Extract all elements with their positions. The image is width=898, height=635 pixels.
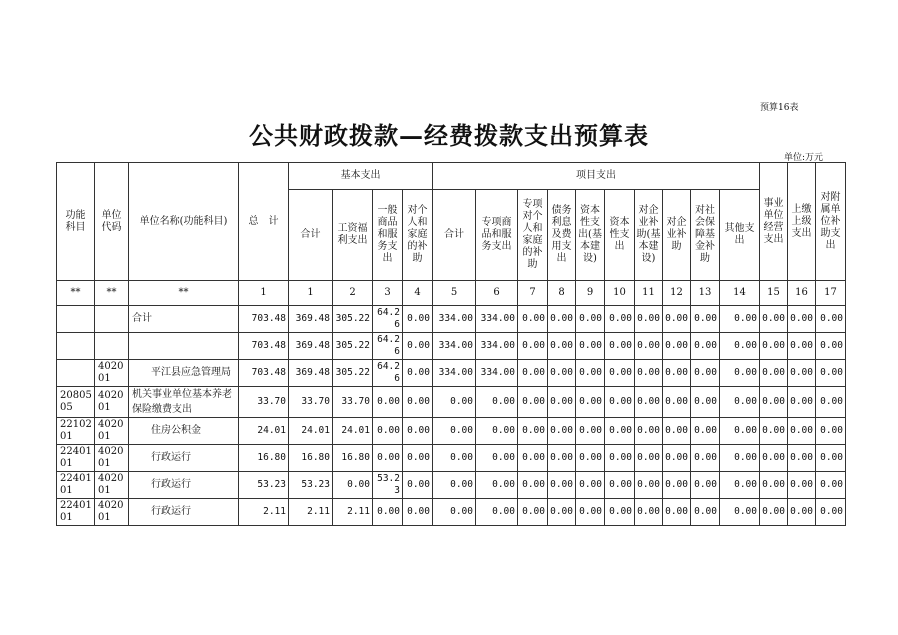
value-cell: 0.00: [548, 360, 576, 387]
header-project-sub: 专项对个人和家庭的补助: [518, 190, 548, 281]
index-cell: 9: [576, 281, 605, 306]
value-cell: 0.00: [433, 445, 476, 472]
value-cell: 33.70: [289, 387, 333, 418]
header-project: 项目支出: [433, 163, 760, 190]
value-cell: 0.00: [788, 418, 816, 445]
unit-code-cell: [95, 306, 129, 333]
value-cell: 0.00: [333, 472, 373, 499]
header-project-sub: 合计: [433, 190, 476, 281]
unit-name-cell: 行政运行: [129, 472, 239, 499]
header-project-sub: 对社会保障基金补助: [691, 190, 720, 281]
value-cell: 0.00: [548, 387, 576, 418]
index-cell: **: [57, 281, 95, 306]
value-cell: 0.00: [403, 333, 433, 360]
value-cell: 16.80: [333, 445, 373, 472]
value-cell: 0.00: [373, 387, 403, 418]
table-row: [57, 472, 846, 499]
value-cell: 0.00: [635, 360, 663, 387]
unit-name-cell: 机关事业单位基本养老保险缴费支出: [129, 387, 239, 418]
header-project-sub: 对企业补助(基本建设): [635, 190, 663, 281]
index-cell: 16: [788, 281, 816, 306]
value-cell: 334.00: [433, 333, 476, 360]
value-cell: 0.00: [691, 445, 720, 472]
value-cell: 53.23: [239, 472, 289, 499]
value-cell: 0.00: [576, 499, 605, 526]
value-cell: 0.00: [760, 418, 788, 445]
value-cell: 0.00: [788, 499, 816, 526]
value-cell: 0.00: [433, 387, 476, 418]
value-cell: 0.00: [403, 499, 433, 526]
index-cell: 17: [816, 281, 846, 306]
value-cell: 0.00: [476, 499, 518, 526]
value-cell: 0.00: [691, 418, 720, 445]
value-cell: 0.00: [518, 418, 548, 445]
value-cell: 53.23: [289, 472, 333, 499]
value-cell: 0.00: [663, 333, 691, 360]
value-cell: 0.00: [476, 387, 518, 418]
value-cell: 0.00: [476, 418, 518, 445]
table-row: [57, 387, 846, 418]
value-cell: 0.00: [760, 472, 788, 499]
value-cell: 0.00: [663, 499, 691, 526]
value-cell: 0.00: [433, 472, 476, 499]
value-cell: 369.48: [289, 333, 333, 360]
page-title: 公共财政拨款—经费拨款支出预算表: [249, 121, 649, 150]
value-cell: 703.48: [239, 333, 289, 360]
value-cell: 0.00: [548, 472, 576, 499]
value-cell: 0.00: [403, 387, 433, 418]
index-cell: 13: [691, 281, 720, 306]
unit-name-cell: 平江县应急管理局: [129, 360, 239, 387]
table-row: [57, 360, 846, 387]
value-cell: 0.00: [691, 387, 720, 418]
header-basic-sub: 合计: [289, 190, 333, 281]
value-cell: 0.00: [816, 333, 846, 360]
func-code-cell: 2240101: [57, 445, 95, 472]
value-cell: 0.00: [548, 445, 576, 472]
value-cell: 0.00: [663, 360, 691, 387]
value-cell: 334.00: [476, 360, 518, 387]
value-cell: 0.00: [403, 445, 433, 472]
unit-code-cell: 402001: [95, 445, 129, 472]
value-cell: 0.00: [816, 472, 846, 499]
value-cell: 703.48: [239, 360, 289, 387]
index-cell: 2: [333, 281, 373, 306]
value-cell: 0.00: [403, 360, 433, 387]
value-cell: 53.23: [373, 472, 403, 499]
unit-code-cell: 402001: [95, 418, 129, 445]
value-cell: 0.00: [720, 333, 760, 360]
value-cell: 0.00: [403, 472, 433, 499]
value-cell: 2.11: [333, 499, 373, 526]
value-cell: 2.11: [289, 499, 333, 526]
value-cell: 0.00: [788, 333, 816, 360]
value-cell: 64.26: [373, 360, 403, 387]
value-cell: 0.00: [691, 360, 720, 387]
header-affil: 对附属单位补助支出: [816, 163, 846, 281]
value-cell: 703.48: [239, 306, 289, 333]
value-cell: 0.00: [788, 306, 816, 333]
value-cell: 0.00: [518, 499, 548, 526]
value-cell: 0.00: [605, 360, 635, 387]
value-cell: 0.00: [605, 445, 635, 472]
value-cell: 0.00: [518, 387, 548, 418]
index-cell: 7: [518, 281, 548, 306]
value-cell: 0.00: [788, 445, 816, 472]
value-cell: 0.00: [518, 360, 548, 387]
value-cell: 0.00: [635, 472, 663, 499]
value-cell: 0.00: [691, 499, 720, 526]
header-unit-code: 单位代码: [95, 163, 129, 281]
value-cell: 0.00: [576, 472, 605, 499]
value-cell: 305.22: [333, 306, 373, 333]
value-cell: 33.70: [333, 387, 373, 418]
value-cell: 0.00: [403, 306, 433, 333]
value-cell: 0.00: [720, 306, 760, 333]
value-cell: 0.00: [548, 499, 576, 526]
value-cell: 334.00: [476, 333, 518, 360]
func-code-cell: 2240101: [57, 499, 95, 526]
index-cell: 3: [373, 281, 403, 306]
data-rows: [57, 306, 846, 526]
index-cell: 11: [635, 281, 663, 306]
value-cell: 0.00: [663, 472, 691, 499]
index-cell: 10: [605, 281, 635, 306]
value-cell: 0.00: [720, 445, 760, 472]
value-cell: 0.00: [720, 418, 760, 445]
table-row: [57, 445, 846, 472]
value-cell: 0.00: [548, 333, 576, 360]
header-unit-name: 单位名称(功能科目): [129, 163, 239, 281]
func-code-cell: 2210201: [57, 418, 95, 445]
unit-name-cell: [129, 333, 239, 360]
header-func-code: 功能科目: [57, 163, 95, 281]
value-cell: 0.00: [433, 499, 476, 526]
value-cell: 0.00: [605, 472, 635, 499]
index-cell: 5: [433, 281, 476, 306]
header-basic-sub: 对个人和家庭的补助: [403, 190, 433, 281]
header-project-sub: 专项商品和服务支出: [476, 190, 518, 281]
value-cell: 0.00: [576, 418, 605, 445]
unit-name-cell: 行政运行: [129, 445, 239, 472]
value-cell: 0.00: [403, 418, 433, 445]
value-cell: 0.00: [635, 499, 663, 526]
header-project-sub: 资本性支出(基本建设): [576, 190, 605, 281]
index-cell: 14: [720, 281, 760, 306]
value-cell: 33.70: [239, 387, 289, 418]
value-cell: 0.00: [720, 360, 760, 387]
header-total: 总 计: [239, 163, 289, 281]
value-cell: 0.00: [605, 418, 635, 445]
index-cell: 1: [289, 281, 333, 306]
value-cell: 0.00: [548, 306, 576, 333]
value-cell: 0.00: [635, 445, 663, 472]
unit-name-cell: 住房公积金: [129, 418, 239, 445]
unit-code-cell: 402001: [95, 360, 129, 387]
value-cell: 64.26: [373, 306, 403, 333]
value-cell: 0.00: [605, 499, 635, 526]
index-cell: **: [129, 281, 239, 306]
value-cell: 0.00: [373, 418, 403, 445]
index-cell: 8: [548, 281, 576, 306]
value-cell: 0.00: [760, 499, 788, 526]
value-cell: 0.00: [518, 445, 548, 472]
header-project-sub: 其他支出: [720, 190, 760, 281]
header-basic-sub: 工资福利支出: [333, 190, 373, 281]
value-cell: 0.00: [816, 360, 846, 387]
unit-label: 单位:万元: [784, 153, 824, 163]
value-cell: 0.00: [760, 333, 788, 360]
value-cell: 2.11: [239, 499, 289, 526]
unit-code-cell: [95, 333, 129, 360]
unit-code-cell: 402001: [95, 499, 129, 526]
form-number: 预算16表: [760, 103, 799, 113]
value-cell: 0.00: [605, 306, 635, 333]
header-project-sub: 对企业补助: [663, 190, 691, 281]
table-row: [57, 418, 846, 445]
value-cell: 0.00: [816, 418, 846, 445]
value-cell: 0.00: [760, 306, 788, 333]
header-project-sub: 债务利息及费用支出: [548, 190, 576, 281]
value-cell: 24.01: [333, 418, 373, 445]
value-cell: 0.00: [720, 499, 760, 526]
value-cell: 0.00: [788, 472, 816, 499]
unit-name-cell: 行政运行: [129, 499, 239, 526]
value-cell: 0.00: [548, 418, 576, 445]
value-cell: 0.00: [788, 387, 816, 418]
value-cell: 0.00: [663, 306, 691, 333]
value-cell: 24.01: [289, 418, 333, 445]
value-cell: 0.00: [476, 472, 518, 499]
table-row: [57, 499, 846, 526]
value-cell: 0.00: [605, 333, 635, 360]
value-cell: 0.00: [605, 387, 635, 418]
value-cell: 305.22: [333, 360, 373, 387]
value-cell: 0.00: [816, 387, 846, 418]
table-row: [57, 333, 846, 360]
value-cell: 0.00: [476, 445, 518, 472]
value-cell: 0.00: [635, 418, 663, 445]
header-project-sub: 资本性支出: [605, 190, 635, 281]
index-cell: 12: [663, 281, 691, 306]
value-cell: 0.00: [816, 499, 846, 526]
budget-table: [56, 162, 846, 526]
value-cell: 0.00: [663, 445, 691, 472]
value-cell: 334.00: [433, 360, 476, 387]
index-cell: **: [95, 281, 129, 306]
value-cell: 0.00: [635, 387, 663, 418]
value-cell: 0.00: [433, 418, 476, 445]
value-cell: 0.00: [691, 306, 720, 333]
value-cell: 16.80: [239, 445, 289, 472]
value-cell: 0.00: [760, 387, 788, 418]
func-code-cell: 2240101: [57, 472, 95, 499]
value-cell: 0.00: [576, 360, 605, 387]
func-code-cell: [57, 306, 95, 333]
value-cell: 0.00: [816, 306, 846, 333]
header-basic-sub: 一般商品和服务支出: [373, 190, 403, 281]
table-row: [57, 306, 846, 333]
value-cell: 0.00: [576, 445, 605, 472]
value-cell: 0.00: [691, 333, 720, 360]
header-row-1: [57, 163, 846, 190]
value-cell: 0.00: [760, 360, 788, 387]
index-cell: 4: [403, 281, 433, 306]
header-basic: 基本支出: [289, 163, 433, 190]
value-cell: 0.00: [663, 418, 691, 445]
value-cell: 0.00: [760, 445, 788, 472]
value-cell: 0.00: [373, 499, 403, 526]
func-code-cell: [57, 360, 95, 387]
index-cell: 1: [239, 281, 289, 306]
header-biz: 事业单位经营支出: [760, 163, 788, 281]
value-cell: 369.48: [289, 306, 333, 333]
index-cell: 6: [476, 281, 518, 306]
value-cell: 0.00: [373, 445, 403, 472]
value-cell: 0.00: [635, 306, 663, 333]
value-cell: 0.00: [691, 472, 720, 499]
value-cell: 0.00: [518, 306, 548, 333]
value-cell: 305.22: [333, 333, 373, 360]
value-cell: 0.00: [518, 472, 548, 499]
func-code-cell: 2080505: [57, 387, 95, 418]
value-cell: 0.00: [635, 333, 663, 360]
value-cell: 24.01: [239, 418, 289, 445]
index-row: [57, 281, 846, 306]
value-cell: 16.80: [289, 445, 333, 472]
value-cell: 0.00: [576, 333, 605, 360]
value-cell: 334.00: [433, 306, 476, 333]
value-cell: 0.00: [816, 445, 846, 472]
value-cell: 0.00: [788, 360, 816, 387]
value-cell: 0.00: [663, 387, 691, 418]
unit-code-cell: 402001: [95, 387, 129, 418]
value-cell: 0.00: [518, 333, 548, 360]
value-cell: 0.00: [720, 472, 760, 499]
func-code-cell: [57, 333, 95, 360]
header-upper: 上缴上级支出: [788, 163, 816, 281]
value-cell: 369.48: [289, 360, 333, 387]
value-cell: 334.00: [476, 306, 518, 333]
value-cell: 0.00: [576, 306, 605, 333]
value-cell: 0.00: [720, 387, 760, 418]
value-cell: 64.26: [373, 333, 403, 360]
value-cell: 0.00: [576, 387, 605, 418]
index-cell: 15: [760, 281, 788, 306]
unit-name-cell: 合计: [129, 306, 239, 333]
unit-code-cell: 402001: [95, 472, 129, 499]
